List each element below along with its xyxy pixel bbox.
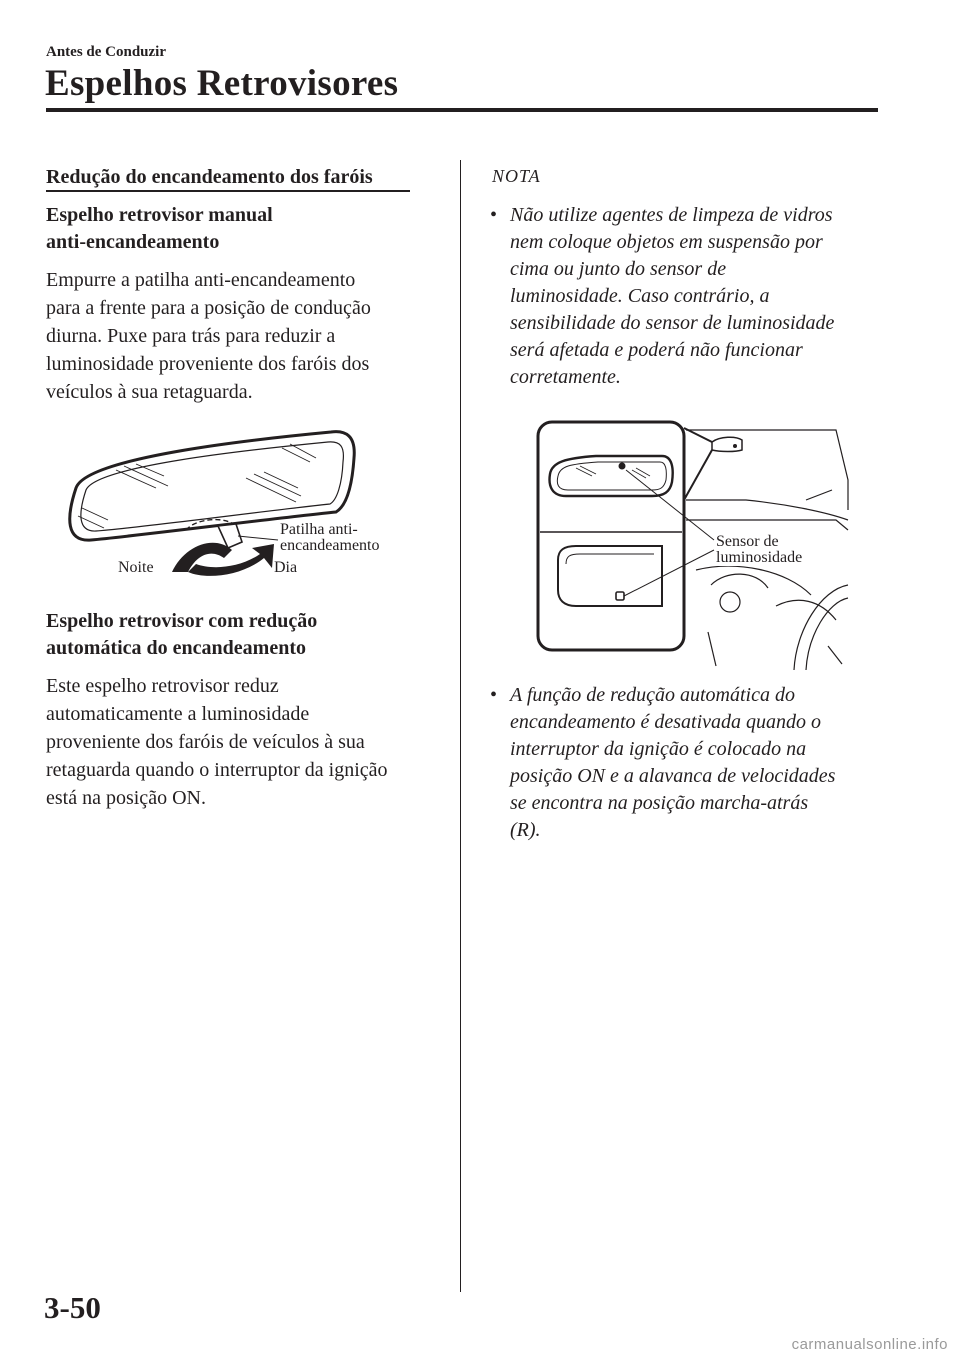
chapter-label: Antes de Conduzir: [46, 44, 167, 60]
sensor-label-line: luminosidade: [716, 549, 803, 566]
body-line: proveniente dos faróis de veículos à sua: [46, 731, 365, 753]
bullet-line: nem coloque objetos em suspensão por: [510, 231, 823, 253]
body-line: retaguarda quando o interruptor da ignição: [46, 759, 388, 781]
bullet-line: encandeamento é desativada quando o: [510, 711, 822, 733]
body-line: está na posição ON.: [46, 787, 206, 809]
body-line: Este espelho retrovisor reduz: [46, 675, 279, 697]
note-title: NOTA: [492, 166, 541, 186]
bullet-line: Não utilize agentes de limpeza de vidros: [510, 204, 833, 226]
auto-mirror-heading-line: automática do encandeamento: [46, 637, 306, 659]
lever-label-line: Patilha anti-: [280, 521, 358, 538]
manual-mirror-heading: [46, 202, 426, 256]
lever-label: [280, 522, 380, 554]
auto-mirror-body: [46, 672, 441, 812]
sensor-label: [716, 534, 802, 566]
sensor-illustration: [536, 420, 856, 670]
body-line: veículos à sua retaguarda.: [46, 381, 253, 403]
note-bullet-1: [490, 202, 890, 391]
bullet-line: (R).: [510, 819, 541, 841]
bullet-line: corretamente.: [510, 366, 621, 388]
manual-mirror-body: [46, 266, 441, 406]
bullet-dot: •: [490, 684, 498, 706]
page-title: Espelhos Retrovisores: [45, 63, 399, 104]
bullet-line: se encontra na posição marcha-atrás: [510, 792, 809, 814]
auto-mirror-figure: [536, 420, 856, 670]
section-heading: Redução do encandeamento dos faróis: [46, 166, 373, 188]
bullet-line: interruptor da ignição é colocado na: [510, 738, 807, 760]
watermark: carmanualsonline.info: [791, 1336, 948, 1353]
bullet-line: cima ou junto do sensor de: [510, 258, 727, 280]
column-divider: [460, 160, 461, 1292]
auto-mirror-heading-line: Espelho retrovisor com redução: [46, 610, 318, 632]
manual-mirror-heading-line: Espelho retrovisor manual: [46, 204, 273, 226]
bullet-line: luminosidade. Caso contrário, a: [510, 285, 770, 307]
bullet-line: será afetada e poderá não funcionar: [510, 339, 803, 361]
bullet-line: posição ON e a alavanca de velocidades: [510, 765, 836, 787]
bullet-dot: •: [490, 204, 498, 226]
bullet-text: [490, 202, 890, 391]
body-line: automaticamente a luminosidade: [46, 703, 310, 725]
manual-mirror-heading-line: anti-encandeamento: [46, 231, 220, 253]
note-bullet-2: [490, 682, 890, 844]
page-number: 3-50: [44, 1290, 101, 1325]
body-line: luminosidade proveniente dos faróis dos: [46, 353, 370, 375]
manual-mirror-figure: [46, 418, 446, 598]
section-heading-underline: [46, 190, 410, 192]
body-line: para a frente para a posição de condução: [46, 297, 371, 319]
body-line: diurna. Puxe para trás para reduzir a: [46, 325, 336, 347]
day-label: Dia: [274, 559, 298, 576]
lever-label-line: encandeamento: [280, 537, 380, 554]
title-rule: [46, 108, 878, 112]
bullet-line: A função de redução automática do: [510, 684, 795, 706]
bullet-text: [490, 682, 890, 844]
bullet-line: sensibilidade do sensor de luminosidade: [510, 312, 835, 334]
auto-mirror-heading: [46, 608, 426, 662]
night-label: Noite: [118, 559, 154, 576]
mirror-illustration: [46, 418, 446, 598]
body-line: Empurre a patilha anti-encandeamento: [46, 269, 356, 291]
sensor-label-line: Sensor de: [716, 533, 779, 550]
